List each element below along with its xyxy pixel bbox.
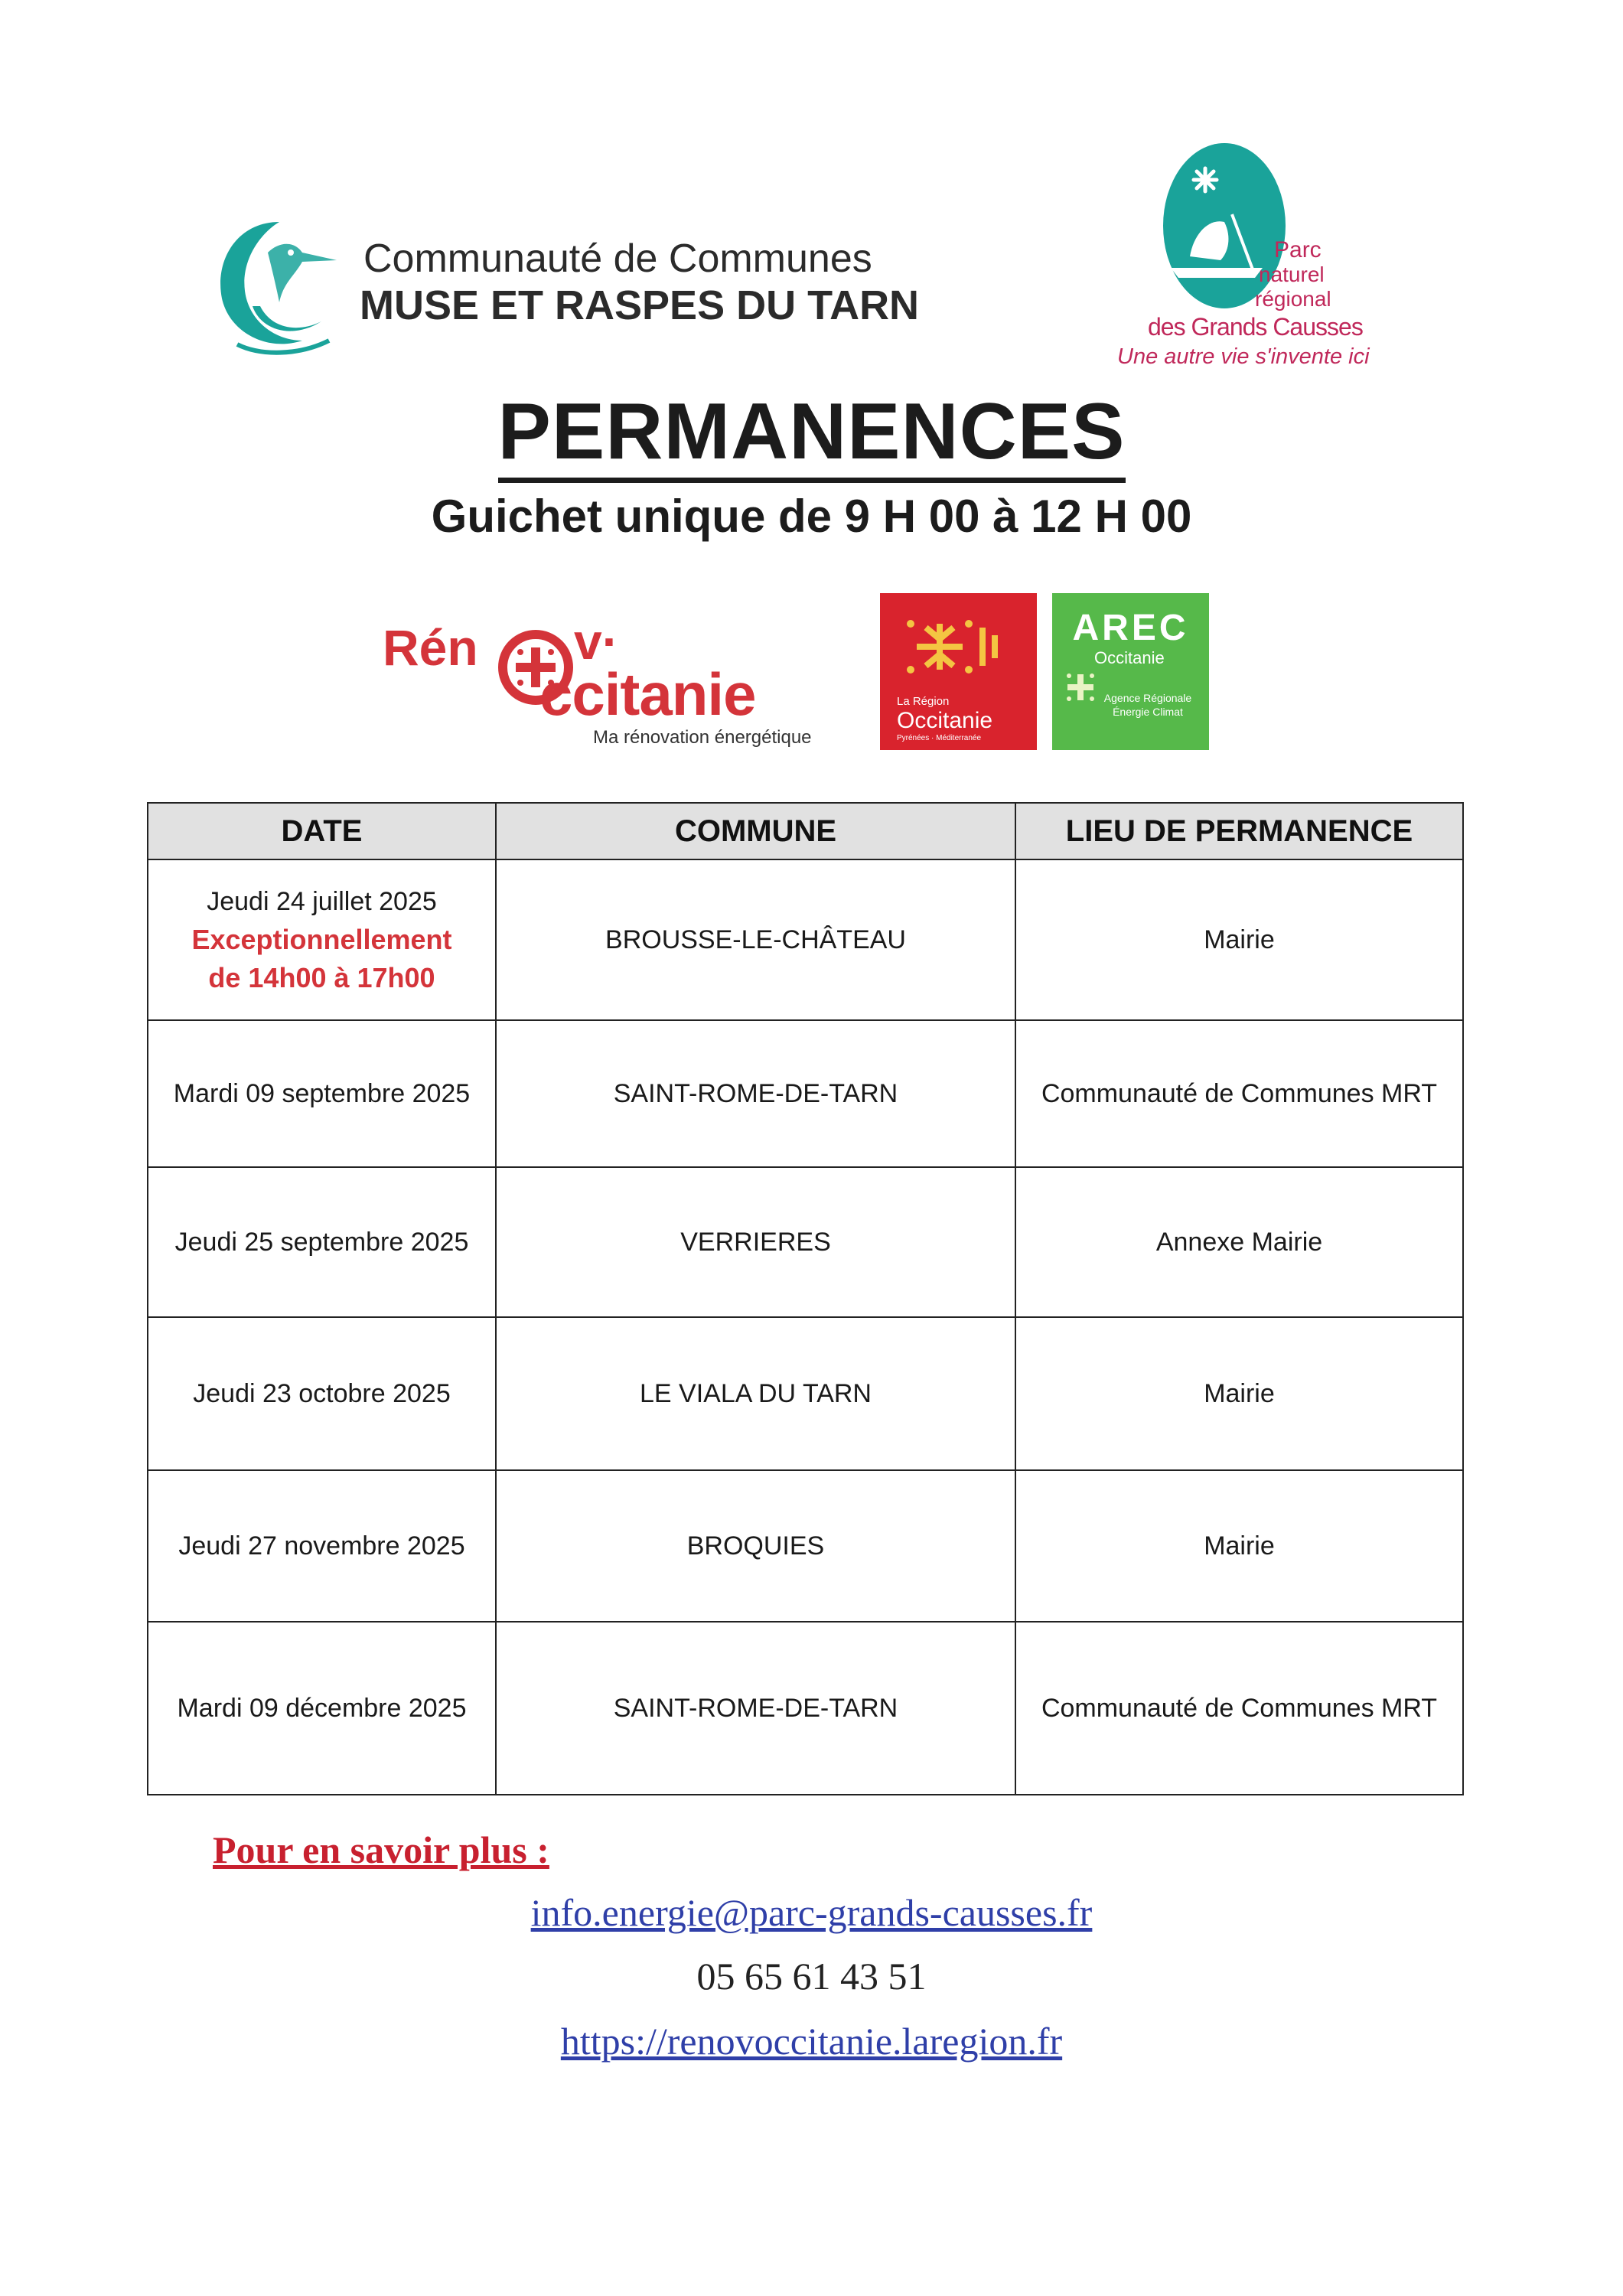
header-commune: COMMUNE bbox=[496, 803, 1015, 859]
logo-region-occitanie bbox=[880, 593, 1037, 750]
table-row bbox=[148, 859, 1463, 1020]
cell-lieu: Annexe Mairie bbox=[1015, 1167, 1463, 1317]
cell-lieu: Communauté de Communes MRT bbox=[1015, 1020, 1463, 1167]
logo-ccmrt bbox=[207, 207, 920, 360]
pnr-line2: naturel bbox=[1259, 263, 1325, 286]
pnr-line4: des Grands Causses bbox=[1148, 313, 1363, 341]
pnr-line3: régional bbox=[1255, 287, 1331, 311]
cell-date: Jeudi 23 octobre 2025 bbox=[148, 1317, 496, 1470]
exception-hours: de 14h00 à 17h00 bbox=[208, 962, 435, 993]
more-info-heading: Pour en savoir plus : bbox=[213, 1828, 549, 1871]
heron-icon bbox=[207, 207, 344, 360]
cell-commune: SAINT-ROME-DE-TARN bbox=[496, 1020, 1015, 1167]
logo-parc-naturel bbox=[1117, 142, 1370, 379]
arec-title: AREC bbox=[1072, 608, 1189, 648]
occitan-cross-icon bbox=[880, 593, 1037, 693]
cell-commune: SAINT-ROME-DE-TARN bbox=[496, 1622, 1015, 1795]
phone-number: 05 65 61 43 51 bbox=[696, 1955, 927, 1998]
page-title bbox=[0, 386, 1623, 478]
arec-cross-icon bbox=[1061, 668, 1100, 706]
schedule-table bbox=[147, 802, 1464, 1795]
cell-date: Mardi 09 décembre 2025 bbox=[148, 1622, 496, 1795]
date-text: Jeudi 24 juillet 2025 bbox=[207, 887, 437, 916]
table-header-row bbox=[148, 803, 1463, 859]
page-title-text: PERMANENCES bbox=[498, 387, 1126, 483]
table-row bbox=[148, 1317, 1463, 1470]
region-line3: Pyrénées · Méditerranée bbox=[897, 734, 982, 742]
page-subtitle: Guichet unique de 9 H 00 à 12 H 00 bbox=[431, 491, 1192, 542]
cell-lieu: Communauté de Communes MRT bbox=[1015, 1622, 1463, 1795]
ccmrt-name-line2: MUSE ET RASPES DU TARN bbox=[360, 282, 920, 328]
pnr-line1: Parc bbox=[1274, 237, 1322, 263]
table-row bbox=[148, 1020, 1463, 1167]
header-lieu: LIEU DE PERMANENCE bbox=[1015, 803, 1463, 859]
cell-commune: BROUSSE-LE-CHÂTEAU bbox=[496, 859, 1015, 1020]
email-link[interactable]: info.energie@parc-grands-causses.fr bbox=[530, 1891, 1093, 1934]
region-line2: Occitanie bbox=[897, 708, 993, 733]
cell-date: Jeudi 27 novembre 2025 bbox=[148, 1470, 496, 1622]
ccmrt-name-line1: Communauté de Communes bbox=[363, 236, 872, 281]
cell-date: Jeudi 25 septembre 2025 bbox=[148, 1167, 496, 1317]
arec-description: Agence Régionale Énergie Climat bbox=[1103, 692, 1192, 718]
region-line1: La Région bbox=[897, 695, 950, 708]
pnr-slogan: Une autre vie s'invente ici bbox=[1117, 344, 1370, 369]
logo-arec bbox=[1052, 593, 1209, 750]
arec-subtitle: Occitanie bbox=[1094, 648, 1165, 667]
cell-date bbox=[148, 859, 496, 1020]
table-row bbox=[148, 1167, 1463, 1317]
header-date: DATE bbox=[148, 803, 496, 859]
cell-lieu: Mairie bbox=[1015, 1470, 1463, 1622]
table-row bbox=[148, 1470, 1463, 1622]
table-row bbox=[148, 1622, 1463, 1795]
cell-date: Mardi 09 septembre 2025 bbox=[148, 1020, 496, 1167]
cell-commune: BROQUIES bbox=[496, 1470, 1015, 1622]
renov-text-part1: Rén bbox=[383, 619, 478, 676]
renov-text-part2: v· bbox=[574, 613, 619, 670]
website-link[interactable]: https://renovoccitanie.laregion.fr bbox=[560, 2020, 1063, 2063]
renov-tagline: Ma rénovation énergétique bbox=[593, 727, 812, 748]
cell-lieu: Mairie bbox=[1015, 859, 1463, 1020]
cell-lieu: Mairie bbox=[1015, 1317, 1463, 1470]
exception-note: Exceptionnellement bbox=[191, 924, 452, 955]
cell-commune: LE VIALA DU TARN bbox=[496, 1317, 1015, 1470]
logo-renov-occitanie bbox=[383, 612, 842, 750]
renov-text-part3: ccitanie bbox=[539, 660, 756, 728]
cell-commune: VERRIERES bbox=[496, 1167, 1015, 1317]
